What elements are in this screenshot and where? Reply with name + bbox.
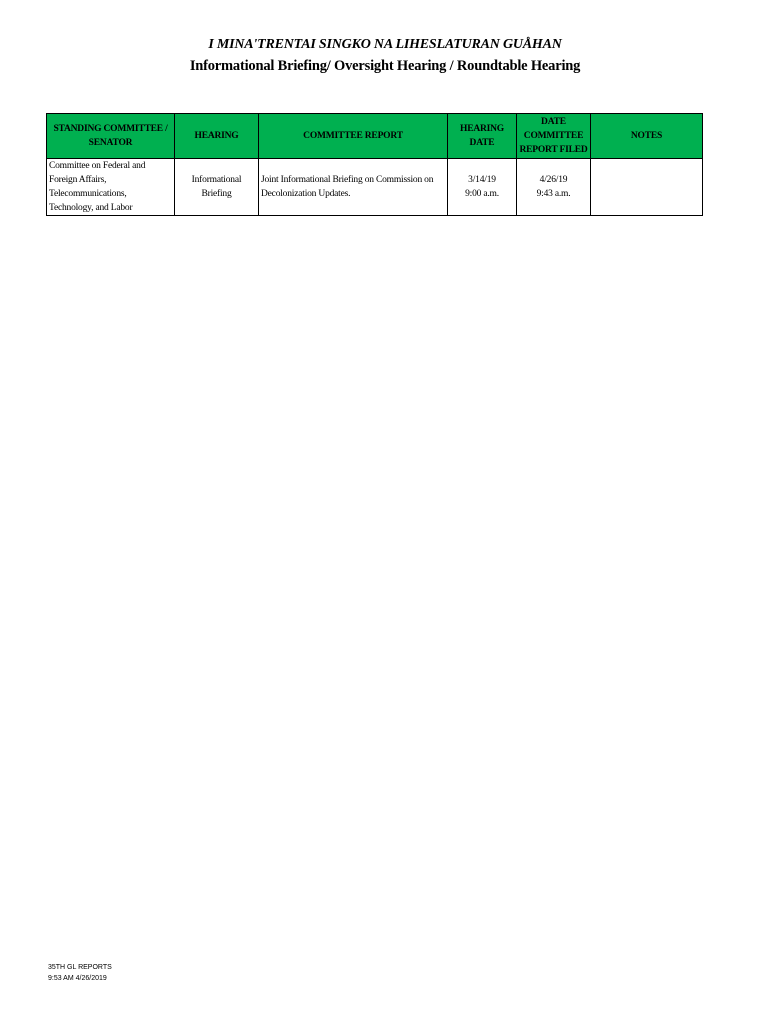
footer-report-label: 35TH GL REPORTS [48,964,112,971]
column-header-hearing: HEARING [175,114,259,159]
footer-timestamp: 9:53 AM 4/26/2019 [48,975,107,982]
column-header-committee: STANDING COMMITTEE / SENATOR [47,114,175,159]
table-header-row [47,114,703,159]
cell-hearing: Informational Briefing [175,159,259,216]
document-header [0,36,770,76]
column-header-hearing-date: HEARING DATE [448,114,517,159]
cell-committee-report: Joint Informational Briefing on Commission on Decolonization Updates. [259,159,448,216]
cell-hearing-date [448,159,517,216]
reports-table [46,113,703,216]
hearing-time-value: 9:00 a.m. [465,189,499,199]
filed-time-value: 9:43 a.m. [536,189,571,199]
column-header-committee-report: COMMITTEE REPORT [259,114,448,159]
cell-committee: Committee on Federal and Foreign Affairs, Telecommunications, Technology, and Labor [47,159,175,216]
table-row [47,159,703,216]
page-footer [48,962,112,984]
hearing-date-value: 3/14/19 [468,175,496,185]
column-header-date-filed: DATE COMMITTEE REPORT FILED [517,114,591,159]
document-subtitle: Informational Briefing/ Oversight Hearing / Roundtable Hearing [189,58,581,74]
column-header-notes: NOTES [591,114,703,159]
cell-date-filed [517,159,591,216]
filed-date-value: 4/26/19 [539,175,568,185]
document-title: I MINA'TRENTAI SINGKO NA LIHESLATURAN GUÅHAN [208,37,562,52]
cell-notes [591,159,703,216]
